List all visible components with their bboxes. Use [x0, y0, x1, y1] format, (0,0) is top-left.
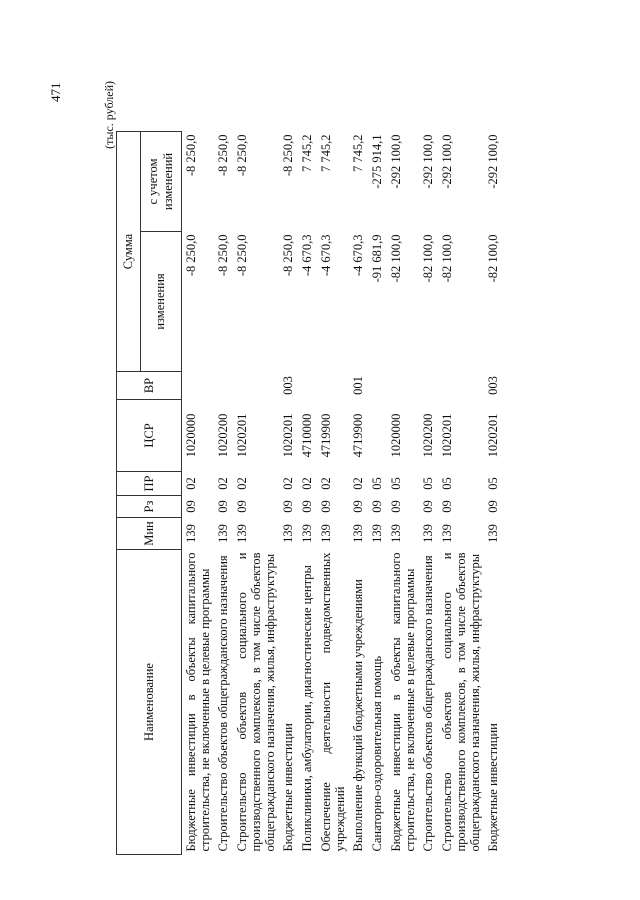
cell-vr	[317, 372, 349, 400]
cell-rz: 09	[281, 500, 295, 513]
col-header-change: изменения	[140, 232, 181, 372]
page-number: 471	[48, 82, 63, 102]
cell-change: -91 681,9	[370, 234, 384, 283]
col-header-rz: Рз	[117, 496, 182, 518]
cell-change: -4 670,3	[351, 234, 365, 277]
cell-name: Бюджетные инвестиции	[281, 723, 295, 852]
cell-min: 139	[440, 524, 454, 543]
cell-rz: 09	[440, 500, 454, 513]
cell-vr	[368, 372, 387, 400]
cell-rz: 09	[184, 500, 198, 513]
cell-change: -4 670,3	[319, 234, 333, 277]
cell-rz: 09	[216, 500, 230, 513]
cell-vr: 001	[351, 376, 365, 395]
cell-vr	[438, 372, 484, 400]
cell-rz: 09	[421, 500, 435, 513]
header-row	[117, 132, 141, 855]
cell-csr: 1020201	[281, 413, 295, 458]
col-header-min: Мин	[117, 518, 182, 550]
cell-pr: 05	[486, 477, 500, 490]
cell-name: Строительство объектов социального и производственного комплексов, в том числе объектов общегражданского назначения, жилья, инфраструктуры	[440, 552, 482, 852]
cell-change: -8 250,0	[216, 234, 230, 277]
cell-name: Бюджетные инвестиции в объекты капитального строительства, не включенные в целевые программы	[184, 552, 212, 852]
cell-name: Санаторно-оздоровительная помощь	[370, 655, 384, 852]
cell-pr: 02	[281, 477, 295, 490]
cell-rz: 09	[319, 500, 333, 513]
cell-vr: 003	[281, 376, 295, 395]
cell-vr: 003	[486, 376, 500, 395]
cell-csr	[368, 400, 387, 472]
cell-total: -8 250,0	[235, 134, 249, 177]
cell-min: 139	[216, 524, 230, 543]
cell-change: -82 100,0	[389, 234, 403, 283]
cell-vr	[419, 372, 438, 400]
cell-rz: 09	[351, 500, 365, 513]
cell-rz: 09	[486, 500, 500, 513]
col-header-with-change: с учетом изменений	[140, 132, 181, 232]
table-row	[368, 132, 387, 855]
cell-csr: 1020201	[235, 413, 249, 458]
cell-csr: 4710000	[300, 413, 314, 458]
cell-rz: 09	[389, 500, 403, 513]
cell-min: 139	[300, 524, 314, 543]
cell-vr	[298, 372, 317, 400]
table-row	[214, 132, 233, 855]
cell-name: Обеспечение деятельности подведомственных учреждений	[319, 552, 347, 852]
cell-pr: 02	[351, 477, 365, 490]
cell-change: -82 100,0	[486, 234, 500, 283]
table-row	[349, 132, 368, 855]
cell-pr: 05	[421, 477, 435, 490]
units-caption: (тыс. рублей)	[102, 81, 116, 149]
col-header-pr: ПР	[117, 472, 182, 496]
table-row	[279, 132, 298, 855]
cell-pr: 02	[300, 477, 314, 490]
col-header-csr: ЦСР	[117, 400, 182, 472]
cell-vr	[387, 372, 419, 400]
cell-name: Бюджетные инвестиции	[486, 723, 500, 852]
cell-total: -292 100,0	[389, 134, 403, 189]
cell-min: 139	[389, 524, 403, 543]
cell-total: 7 745,2	[351, 134, 365, 172]
table-row	[298, 132, 317, 855]
cell-pr: 05	[370, 477, 384, 490]
cell-csr: 1020201	[486, 413, 500, 458]
cell-total: -275 914,1	[370, 134, 384, 189]
cell-pr: 05	[440, 477, 454, 490]
table-row	[233, 132, 279, 855]
cell-rz: 09	[370, 500, 384, 513]
table-row	[438, 132, 484, 855]
budget-table	[116, 131, 503, 855]
cell-csr: 1020200	[421, 413, 435, 458]
cell-min: 139	[421, 524, 435, 543]
cell-csr: 1020200	[216, 413, 230, 458]
cell-vr	[182, 372, 215, 400]
cell-total: -292 100,0	[440, 134, 454, 189]
cell-min: 139	[319, 524, 333, 543]
cell-csr: 4719900	[319, 413, 333, 458]
table-row	[317, 132, 349, 855]
cell-name: Бюджетные инвестиции в объекты капитального строительства, не включенные в целевые программы	[389, 552, 417, 852]
cell-change: -4 670,3	[300, 234, 314, 277]
cell-total: 7 745,2	[319, 134, 333, 172]
table-row	[387, 132, 419, 855]
cell-name: Строительство объектов социального и производственного комплексов, в том числе объектов общегражданского назначения, жилья, инфраструктуры	[235, 552, 277, 852]
col-header-sum: Сумма	[117, 132, 141, 372]
cell-total: -292 100,0	[486, 134, 500, 189]
table-row	[182, 132, 215, 855]
cell-csr: 4719900	[351, 413, 365, 458]
cell-name: Выполнение функций бюджетными учреждениями	[351, 579, 365, 852]
table-row	[484, 132, 503, 855]
col-header-name: Наименование	[117, 550, 182, 855]
col-header-vr: ВР	[117, 372, 182, 400]
cell-total: -8 250,0	[281, 134, 295, 177]
cell-pr: 02	[184, 477, 198, 490]
cell-change: -8 250,0	[235, 234, 249, 277]
cell-total: -8 250,0	[216, 134, 230, 177]
cell-csr: 1020000	[389, 413, 403, 458]
cell-min: 139	[486, 524, 500, 543]
cell-pr: 05	[389, 477, 403, 490]
rotated-document	[98, 75, 578, 855]
cell-name: Поликлиники, амбулатории, диагностические центры	[300, 565, 314, 852]
cell-min: 139	[235, 524, 249, 543]
cell-pr: 02	[319, 477, 333, 490]
cell-change: -8 250,0	[184, 234, 198, 277]
cell-min: 139	[370, 524, 384, 543]
cell-vr	[233, 372, 279, 400]
cell-min: 139	[351, 524, 365, 543]
cell-rz: 09	[235, 500, 249, 513]
cell-change: -8 250,0	[281, 234, 295, 277]
cell-pr: 02	[235, 477, 249, 490]
cell-change: -82 100,0	[421, 234, 435, 283]
cell-csr: 1020000	[184, 413, 198, 458]
cell-rz: 09	[300, 500, 314, 513]
cell-csr: 1020201	[440, 413, 454, 458]
cell-name: Строительство объектов общегражданского назначения	[216, 555, 230, 852]
cell-min: 139	[184, 524, 198, 543]
cell-name: Строительство объектов общегражданского назначения	[421, 555, 435, 852]
cell-total: -8 250,0	[184, 134, 198, 177]
cell-total: 7 745,2	[300, 134, 314, 172]
cell-total: -292 100,0	[421, 134, 435, 189]
table-row	[419, 132, 438, 855]
cell-change: -82 100,0	[440, 234, 454, 283]
cell-vr	[214, 372, 233, 400]
cell-pr: 02	[216, 477, 230, 490]
cell-min: 139	[281, 524, 295, 543]
